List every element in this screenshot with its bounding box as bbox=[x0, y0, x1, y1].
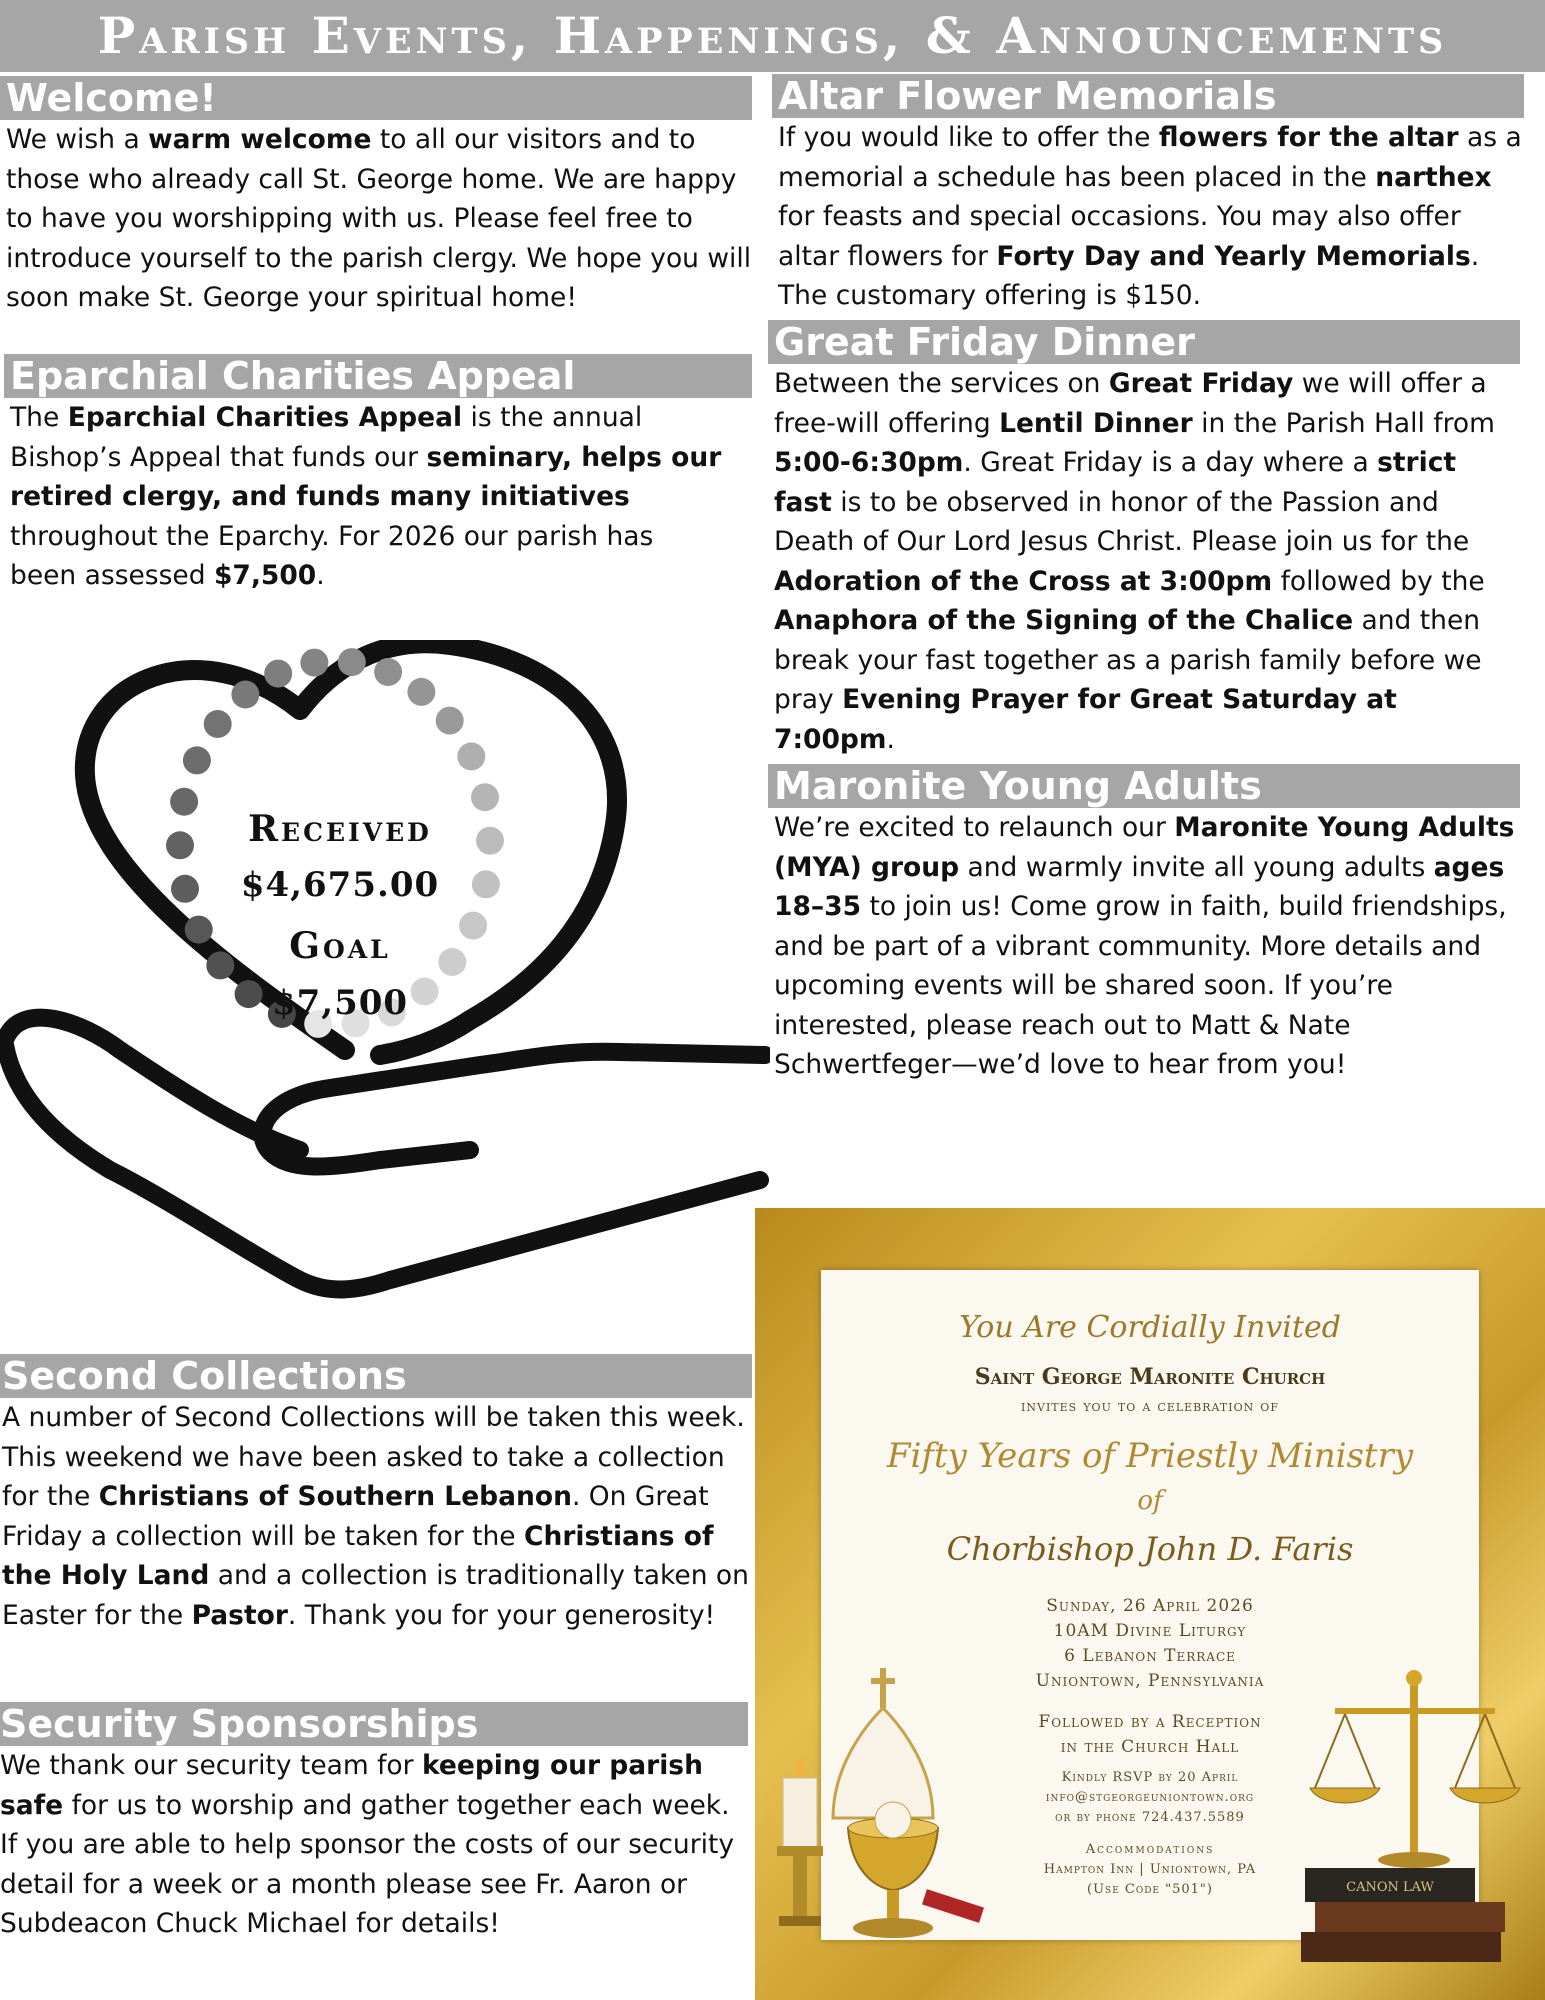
invite-hotel: Hampton Inn | Uniontown, PA bbox=[1043, 1862, 1257, 1877]
progress-dot-filled bbox=[231, 681, 259, 709]
appeal-text: The Eparchial Charities Appeal is the annual Bishop’s Appeal that funds our seminary, helps our retired clergy, and funds many initiatives throughout the Eparchy. For 2026 our parish has been assessed $7,500. bbox=[10, 402, 722, 591]
goal-amount: $7,500 bbox=[271, 983, 409, 1023]
scales-books-illustration bbox=[1295, 1668, 1535, 1968]
invite-accommodations: Accommodations bbox=[1085, 1842, 1215, 1857]
appeal-progress-graphic bbox=[0, 640, 770, 1320]
book-label: CANON LAW bbox=[1346, 1880, 1434, 1895]
invite-date: Sunday, 26 April 2026 bbox=[1046, 1596, 1254, 1616]
progress-dot-empty bbox=[471, 783, 499, 811]
chalice-mitre-illustration bbox=[763, 1648, 1003, 1948]
second-collections-heading: Second Collections bbox=[0, 1354, 752, 1398]
progress-dot-empty bbox=[457, 742, 485, 770]
progress-dot-filled bbox=[407, 678, 435, 706]
progress-dot-filled bbox=[170, 788, 198, 816]
altar-flowers-section bbox=[772, 74, 1524, 316]
invite-liturgy: 10AM Divine Liturgy bbox=[1053, 1621, 1247, 1641]
progress-dot-filled bbox=[338, 648, 366, 676]
invite-honoree: Chorbishop John D. Faris bbox=[946, 1530, 1354, 1568]
appeal-section bbox=[4, 354, 752, 596]
security-section bbox=[0, 1702, 748, 1944]
invite-email: info@stgeorgeuniontown.org bbox=[1045, 1790, 1255, 1805]
candle-icon bbox=[777, 1758, 823, 1926]
book-stack-icon bbox=[1301, 1868, 1505, 1962]
progress-dot-filled bbox=[171, 875, 199, 903]
progress-dot-filled bbox=[166, 831, 194, 859]
invite-cordially: You Are Cordially Invited bbox=[959, 1310, 1341, 1345]
invite-church: Saint George Maronite Church bbox=[974, 1364, 1326, 1390]
progress-dot-filled bbox=[374, 658, 402, 686]
invite-phone: or by phone 724.437.5589 bbox=[1055, 1810, 1245, 1825]
progress-dot-filled bbox=[436, 707, 464, 735]
security-text: We thank our security team for keeping our parish safe for us to worship and gather together each week. If you are able to help sponsor the costs of our security detail for a week or a month please see Fr. Aaron or Subdeacon Chuck Michael for details! bbox=[0, 1750, 735, 1939]
invite-reception: Followed by a Reception bbox=[1038, 1712, 1262, 1732]
appeal-heading: Eparchial Charities Appeal bbox=[4, 354, 752, 398]
anniversary-invitation bbox=[755, 1208, 1545, 2000]
invite-hall: in the Church Hall bbox=[1060, 1737, 1240, 1757]
page-title: Parish Events, Happenings, & Announcements bbox=[97, 6, 1448, 65]
mya-heading: Maronite Young Adults bbox=[768, 764, 1520, 808]
received-amount: $4,675.00 bbox=[240, 865, 440, 905]
mya-text: We’re excited to relaunch our Maronite Young Adults (MYA) group and warmly invite all young adults ages 18–35 to join us! Come grow in faith, build friendships, and be part of a vibrant community. More details and upcoming events will be shared soon. If you’re interested, please reach out to Matt & Nate Schwertfeger—we’d love to hear from you! bbox=[774, 812, 1515, 1080]
progress-dot-filled bbox=[264, 660, 292, 688]
welcome-text: We wish a warm welcome to all our visitors and to those who already call St. George home. We are happy to have you worshipping with us. Please feel free to introduce yourself to the parish clergy. We hope you will soon make St. George your spiritual home! bbox=[6, 124, 752, 313]
great-friday-section bbox=[768, 320, 1520, 759]
great-friday-text: Between the services on Great Friday we will offer a free-will offering Lentil Dinner in the Parish Hall from 5:00-6:30pm. Great Friday is a day where a strict fast is to be observed in honor of the Passion and Death of Our Lord Jesus Christ. Please join us for the Adoration of the Cross at 3:00pm followed by the Anaphora of the Signing of the Chalice and then break your fast together as a parish family before we pray Evening Prayer for Great Saturday at 7:00pm. bbox=[774, 368, 1495, 755]
chalice-icon bbox=[848, 1802, 984, 1938]
welcome-heading: Welcome! bbox=[0, 76, 752, 120]
altar-flowers-heading: Altar Flower Memorials bbox=[772, 74, 1524, 118]
scales-icon bbox=[1310, 1670, 1520, 1868]
progress-dot-filled bbox=[300, 649, 328, 677]
invite-of: of bbox=[1137, 1486, 1163, 1516]
second-collections-section bbox=[0, 1354, 752, 1635]
progress-dot-filled bbox=[183, 746, 211, 774]
invite-city: Uniontown, Pennsylvania bbox=[1035, 1671, 1265, 1691]
invite-address: 6 Lebanon Terrace bbox=[1064, 1646, 1236, 1666]
heart-hand-icon bbox=[0, 640, 770, 1320]
security-heading: Security Sponsorships bbox=[0, 1702, 748, 1746]
progress-dot-filled bbox=[204, 710, 232, 738]
invite-fifty: Fifty Years of Priestly Ministry bbox=[886, 1436, 1414, 1476]
altar-flowers-text: If you would like to offer the flowers for the altar as a memorial a schedule has been placed in the narthex for feasts and special occasions. You may also offer altar flowers for Forty Day and Yearly Memorials. The customary offering is $150. bbox=[778, 122, 1522, 311]
mya-section bbox=[768, 764, 1520, 1085]
welcome-section bbox=[0, 76, 752, 318]
goal-label: Goal bbox=[289, 925, 391, 967]
invite-code: (Use Code "501") bbox=[1087, 1882, 1213, 1897]
received-label: Received bbox=[248, 808, 432, 850]
invite-invites: invites you to a celebration of bbox=[1021, 1396, 1279, 1415]
second-collections-text: A number of Second Collections will be taken this week. This weekend we have been asked to take a collection for the Christians of Southern Lebanon. On Great Friday a collection will be taken for the Christians of the Holy Land and a collection is traditionally taken on Easter for the Pastor. Thank you for your generosity! bbox=[2, 1402, 749, 1631]
progress-dot-empty bbox=[476, 827, 504, 855]
mitre-icon bbox=[833, 1668, 933, 1818]
page-banner bbox=[0, 0, 1545, 72]
great-friday-heading: Great Friday Dinner bbox=[768, 320, 1520, 364]
invite-rsvp: Kindly RSVP by 20 April bbox=[1061, 1770, 1239, 1785]
